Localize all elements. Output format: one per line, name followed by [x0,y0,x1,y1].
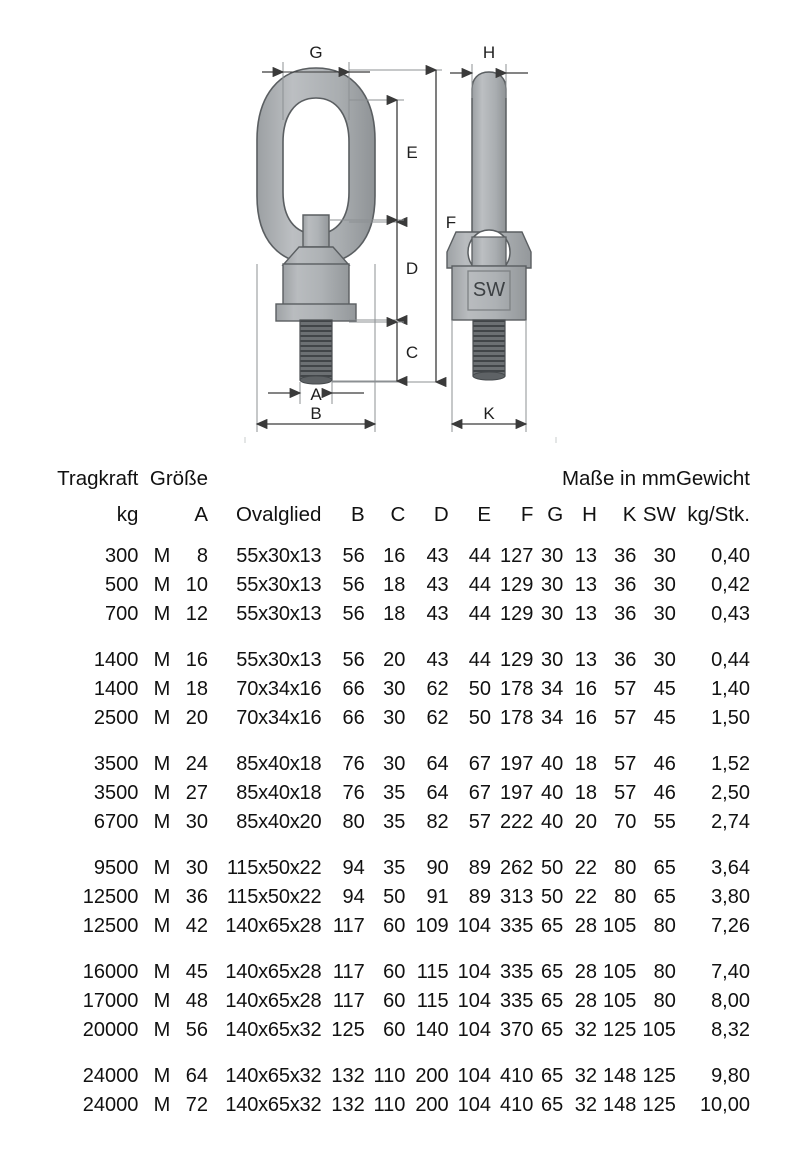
cell-f: 178 [500,707,534,729]
table-row [50,542,750,571]
svg-text:E: E [406,143,418,162]
header-row-columns [50,498,750,542]
cell-a: 27 [185,782,208,804]
table-row [50,837,750,883]
cell-w: 0,42 [711,574,750,596]
cell-sw: 105 [642,1019,676,1041]
cell-k: 105 [603,990,637,1012]
col-header-sw: SW [642,503,676,526]
cell-g: 50 [541,857,564,879]
cell-f: 129 [500,574,534,596]
specification-table [0,462,800,1120]
cell-c: 60 [383,961,406,983]
cell-w: 10,00 [699,1094,750,1116]
cell-sw: 80 [653,990,676,1012]
cell-d: 109 [415,915,449,937]
cell-b: 94 [342,857,365,879]
cell-kg: 3500 [93,753,139,775]
cell-kg: 24000 [82,1094,139,1116]
cell-kg: 17000 [82,990,139,1012]
cell-oval: 55x30x13 [236,545,322,567]
cell-h: 22 [574,886,597,908]
cell-f: 197 [500,782,534,804]
cell-w: 0,40 [711,545,750,567]
cell-k: 148 [603,1094,637,1116]
cell-b: 56 [342,574,365,596]
cell-w: 2,50 [711,782,750,804]
cell-k: 70 [614,811,637,833]
cell-oval: 55x30x13 [236,574,322,596]
cell-g: 34 [541,678,564,700]
cell-e: 104 [457,915,492,937]
cell-f: 410 [500,1065,534,1087]
cell-c: 16 [383,545,406,567]
header-gewicht: Gewicht [675,467,750,490]
cell-e: 89 [468,886,492,908]
cell-c: 18 [383,574,406,596]
cell-sw: 65 [653,857,676,879]
cell-h: 28 [574,990,597,1012]
cell-kg: 20000 [82,1019,139,1041]
cell-c: 35 [383,782,406,804]
cell-e: 67 [468,753,492,775]
spec-table [50,462,750,1120]
cell-k: 57 [614,753,637,775]
table-row [50,912,750,941]
cell-m: M [153,1065,171,1087]
cell-m: M [153,574,171,596]
cell-w: 1,52 [711,753,750,775]
cell-kg: 16000 [82,961,139,983]
cell-sw: 45 [653,678,676,700]
svg-text:C: C [405,343,419,362]
cell-w: 7,26 [711,915,750,937]
cell-d: 43 [426,649,449,671]
cell-b: 117 [332,990,365,1012]
cell-sw: 80 [653,961,676,983]
cell-d: 82 [426,811,449,833]
cell-m: M [153,649,171,671]
cell-c: 30 [383,753,406,775]
col-header-h: H [582,503,597,526]
cell-d: 43 [426,574,449,596]
cell-w: 7,40 [711,961,750,983]
col-header-e: E [477,503,492,526]
cell-b: 132 [331,1094,365,1116]
cell-sw: 45 [653,707,676,729]
cell-b: 80 [342,811,365,833]
cell-d: 115 [416,990,449,1012]
cell-kg: 500 [105,574,139,596]
svg-text:B: B [310,404,322,423]
cell-a: 30 [185,857,208,879]
cell-sw: 65 [653,886,676,908]
dimension-A [268,382,364,404]
cell-f: 370 [500,1019,534,1041]
cell-m: M [153,857,171,879]
cell-kg: 300 [105,545,139,567]
cell-f: 197 [500,753,534,775]
cell-m: M [153,707,171,729]
cell-f: 222 [500,811,534,833]
cell-a: 16 [185,649,208,671]
cell-f: 178 [500,678,534,700]
cell-a: 24 [185,753,208,775]
cell-d: 140 [415,1019,449,1041]
cell-g: 65 [541,1019,564,1041]
col-header-ovalglied: Ovalglied [235,503,322,526]
cell-e: 44 [468,545,492,567]
cell-w: 8,00 [711,990,750,1012]
cell-m: M [153,782,171,804]
cell-h: 13 [574,649,597,671]
cell-g: 30 [541,649,564,671]
cell-k: 105 [603,961,637,983]
cell-w: 1,50 [711,707,750,729]
cell-f: 313 [500,886,534,908]
cell-sw: 125 [642,1065,676,1087]
cell-c: 35 [383,857,406,879]
cell-b: 56 [342,603,365,625]
cell-kg: 6700 [93,811,139,833]
table-row [50,1091,750,1120]
cell-oval: 140x65x32 [225,1094,322,1116]
cell-f: 127 [500,545,534,567]
cell-sw: 46 [653,782,676,804]
cell-f: 129 [500,603,534,625]
cell-b: 76 [342,753,365,775]
cell-sw: 125 [642,1094,676,1116]
cell-b: 66 [342,678,365,700]
cell-oval: 70x34x16 [236,707,322,729]
cell-c: 110 [373,1094,406,1116]
cell-a: 42 [185,915,208,937]
table-row [50,704,750,733]
cell-m: M [153,678,171,700]
cell-a: 8 [196,545,208,567]
cell-sw: 80 [653,915,676,937]
cell-b: 132 [331,1065,365,1087]
cell-f: 410 [500,1094,534,1116]
cell-e: 104 [457,1094,492,1116]
col-header-f: F [520,503,534,526]
cell-g: 40 [541,753,564,775]
header-masse: Maße in mm [561,467,676,490]
cell-sw: 30 [653,649,676,671]
cell-c: 60 [383,990,406,1012]
header-groesse: Größe [149,467,208,490]
cell-g: 34 [541,707,564,729]
cell-g: 30 [541,574,564,596]
cell-w: 9,80 [711,1065,750,1087]
cell-h: 13 [574,545,597,567]
col-header-k: K [622,503,637,526]
cell-oval: 85x40x18 [236,753,322,775]
cell-oval: 70x34x16 [236,678,322,700]
table-row [50,629,750,675]
cell-oval: 140x65x28 [225,961,322,983]
table-row [50,808,750,837]
cell-f: 335 [500,915,534,937]
cell-c: 110 [373,1065,406,1087]
cell-b: 117 [332,961,365,983]
table-row [50,675,750,704]
table-row [50,1016,750,1045]
cell-h: 32 [574,1094,597,1116]
cell-b: 56 [342,545,365,567]
cell-oval: 85x40x20 [236,811,322,833]
cell-k: 80 [614,886,637,908]
svg-text:G: G [309,43,323,62]
technical-drawing [0,0,800,460]
cell-g: 65 [541,961,564,983]
cell-c: 30 [383,678,406,700]
cell-oval: 115x50x22 [226,857,322,879]
cell-h: 18 [574,753,597,775]
cell-k: 57 [614,782,637,804]
col-header-kg: kg [116,503,139,526]
cell-oval: 140x65x32 [225,1019,322,1041]
cell-g: 30 [541,603,564,625]
table-row [50,941,750,987]
col-header-g: G [547,503,564,526]
cell-k: 36 [614,545,637,567]
cell-k: 36 [614,574,637,596]
cell-oval: 55x30x13 [236,603,322,625]
cell-m: M [153,1094,171,1116]
cell-h: 16 [574,678,597,700]
cell-d: 200 [415,1065,449,1087]
cell-d: 91 [426,886,449,908]
cell-h: 22 [574,857,597,879]
cell-k: 80 [614,857,637,879]
cell-m: M [153,603,171,625]
cell-k: 105 [603,915,637,937]
cell-e: 89 [468,857,492,879]
cell-g: 30 [541,545,564,567]
cell-c: 60 [383,915,406,937]
side-view [447,43,531,432]
cell-w: 3,64 [711,857,750,879]
cell-e: 44 [468,574,492,596]
svg-text:H: H [482,43,496,62]
cell-h: 16 [574,707,597,729]
cell-e: 44 [468,603,492,625]
cell-e: 104 [457,990,492,1012]
cell-h: 18 [574,782,597,804]
cell-kg: 12500 [82,915,139,937]
cell-c: 60 [383,1019,406,1041]
cell-k: 57 [614,707,637,729]
cell-sw: 30 [653,603,676,625]
cell-c: 30 [383,707,406,729]
cell-d: 43 [426,603,449,625]
col-header-c: C [390,503,406,526]
cell-w: 0,43 [711,603,750,625]
cell-m: M [153,1019,171,1041]
cell-oval: 140x65x32 [225,1065,322,1087]
cell-m: M [153,811,171,833]
cell-w: 8,32 [711,1019,750,1041]
svg-text:D: D [405,259,419,278]
col-header-b: B [351,503,365,526]
cell-sw: 30 [653,574,676,596]
cell-h: 28 [574,961,597,983]
cell-d: 115 [416,961,449,983]
cell-m: M [153,545,171,567]
cell-b: 56 [342,649,365,671]
cell-sw: 55 [653,811,676,833]
cell-b: 76 [342,782,365,804]
cell-d: 64 [426,782,449,804]
cell-a: 20 [185,707,208,729]
cell-kg: 24000 [82,1065,139,1087]
cell-a: 56 [185,1019,208,1041]
cell-kg: 3500 [93,782,139,804]
cell-h: 32 [574,1019,597,1041]
cell-oval: 115x50x22 [226,886,322,908]
cell-d: 43 [426,545,449,567]
cell-e: 67 [468,782,492,804]
cell-d: 64 [426,753,449,775]
cell-h: 20 [574,811,597,833]
cell-m: M [153,961,171,983]
cell-e: 104 [457,961,492,983]
table-head [50,462,750,542]
col-header-weight: kg/Stk. [687,503,750,526]
table-body [50,542,750,1120]
table-row [50,600,750,629]
cell-e: 104 [457,1065,492,1087]
cell-kg: 1400 [93,678,139,700]
cell-a: 10 [185,574,208,596]
cell-w: 0,44 [711,649,750,671]
cell-h: 32 [574,1065,597,1087]
cell-m: M [153,753,171,775]
cell-g: 65 [541,1094,564,1116]
cell-sw: 30 [653,545,676,567]
cell-e: 44 [468,649,492,671]
cell-w: 1,40 [711,678,750,700]
svg-text:A: A [310,385,322,404]
table-row [50,1045,750,1091]
table-row [50,883,750,912]
sw-marking: SW [472,279,506,301]
cell-a: 64 [185,1065,208,1087]
cell-h: 28 [574,915,597,937]
cell-e: 104 [457,1019,492,1041]
col-header-a: A [194,503,208,526]
cell-oval: 55x30x13 [236,649,322,671]
cell-kg: 9500 [93,857,139,879]
cell-d: 90 [426,857,449,879]
cell-d: 62 [426,678,449,700]
cell-a: 48 [185,990,208,1012]
cell-kg: 1400 [93,649,139,671]
cell-g: 65 [541,990,564,1012]
svg-text:F: F [445,213,457,232]
cell-a: 36 [185,886,208,908]
cell-oval: 140x65x28 [225,915,322,937]
cell-b: 94 [342,886,365,908]
cell-k: 57 [614,678,637,700]
cell-e: 50 [468,678,492,700]
svg-text:K: K [483,404,495,423]
cell-b: 117 [332,915,365,937]
cell-sw: 46 [653,753,676,775]
cell-e: 57 [468,811,492,833]
cell-b: 66 [342,707,365,729]
cell-oval: 140x65x28 [225,990,322,1012]
cell-k: 36 [614,603,637,625]
cell-a: 30 [185,811,208,833]
cell-c: 18 [383,603,406,625]
cell-b: 125 [331,1019,365,1041]
cell-kg: 12500 [82,886,139,908]
cell-g: 50 [541,886,564,908]
table-row [50,733,750,779]
cell-g: 40 [541,811,564,833]
cell-h: 13 [574,603,597,625]
cell-c: 35 [383,811,406,833]
cell-c: 50 [383,886,406,908]
table-row [50,571,750,600]
header-tragkraft: Tragkraft [57,467,139,490]
header-row-groups [50,462,750,498]
cell-d: 62 [426,707,449,729]
table-row [50,779,750,808]
cell-a: 45 [185,961,208,983]
cell-c: 20 [383,649,406,671]
cell-a: 12 [185,603,208,625]
cell-k: 125 [603,1019,637,1041]
cell-g: 65 [541,915,564,937]
col-header-d: D [433,503,449,526]
cell-g: 65 [541,1065,564,1087]
cell-oval: 85x40x18 [236,782,322,804]
cell-m: M [153,886,171,908]
cell-f: 262 [500,857,534,879]
cell-f: 335 [500,990,534,1012]
table-row [50,987,750,1016]
cell-kg: 2500 [93,707,139,729]
cell-a: 72 [185,1094,208,1116]
cell-k: 36 [614,649,637,671]
cell-e: 50 [468,707,492,729]
cell-w: 3,80 [711,886,750,908]
cell-f: 335 [500,961,534,983]
cell-f: 129 [500,649,534,671]
cell-g: 40 [541,782,564,804]
cell-kg: 700 [105,603,139,625]
cell-h: 13 [574,574,597,596]
front-view [257,43,456,432]
cell-a: 18 [185,678,208,700]
cell-m: M [153,915,171,937]
cell-k: 148 [603,1065,637,1087]
cell-w: 2,74 [711,811,750,833]
cell-d: 200 [415,1094,449,1116]
cell-m: M [153,990,171,1012]
